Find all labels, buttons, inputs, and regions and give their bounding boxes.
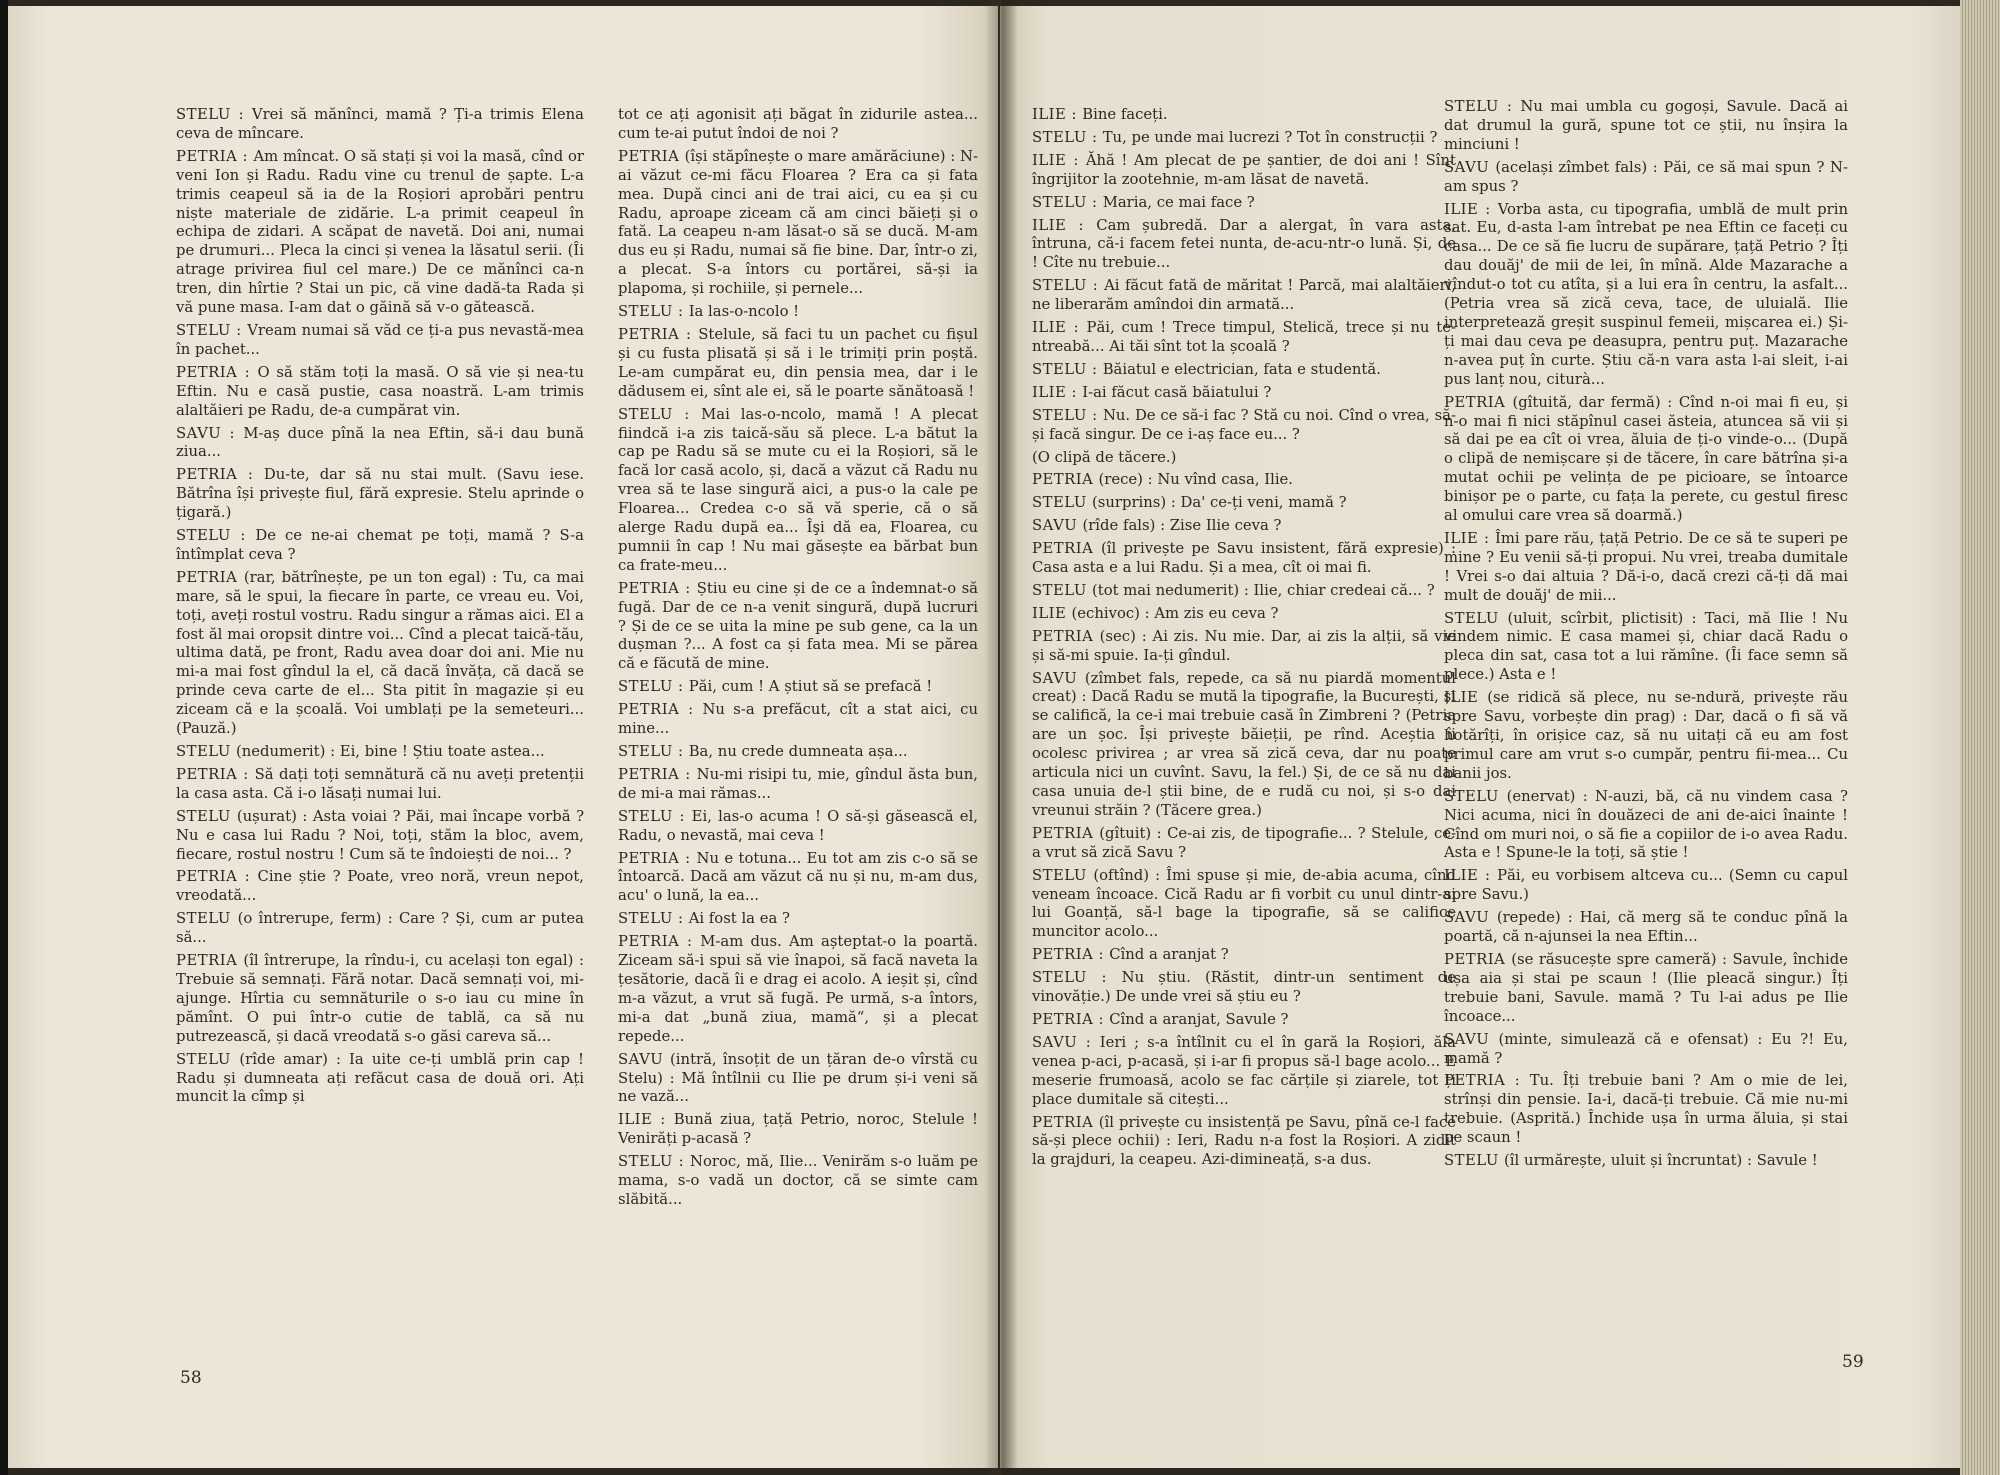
dialogue-line xyxy=(1032,1114,1456,1171)
right-column-1 xyxy=(1032,106,1456,1174)
dialogue-line xyxy=(1032,969,1456,1007)
dialogue-text: (repede) : Hai, că merg să te conduc pînă la poartă, că n-ajunsei la nea Eftin... xyxy=(1444,909,1849,946)
dialogue-text: De ce ne-ai chemat pe toți, mamă ? S-a întîmplat ceva ? xyxy=(176,527,584,563)
dialogue-text: Nu mai umbla cu gogoși, Savule. Dacă ai dat drumul la gură, spune tot ce știi, nu înșira la minciuni ! xyxy=(1444,98,1848,153)
speaker-name: STELU xyxy=(1032,494,1092,512)
left-edge xyxy=(0,0,8,1475)
speaker-name: PETRIA xyxy=(1444,950,1512,968)
dialogue-line xyxy=(1032,129,1456,148)
dialogue-text: Stelule, să faci tu un pachet cu fișul și cu fusta plisată și să i le trimiți prin poștă. Le-am cumpărat eu, din pensia mea, dar i le dădusem ei, sînt ale ei, să le poarte sănătoasă ! xyxy=(618,325,978,400)
dialogue-line xyxy=(1444,788,1848,864)
speaker-name: PETRIA xyxy=(1032,824,1100,842)
speaker-name: PETRIA : xyxy=(618,849,697,867)
dialogue-line xyxy=(1032,152,1456,190)
dialogue-line xyxy=(1032,628,1456,666)
dialogue-line xyxy=(618,580,978,675)
dialogue-line xyxy=(1444,1031,1848,1069)
speaker-name: STELU xyxy=(176,743,236,760)
dialogue-line xyxy=(1032,494,1456,513)
dialogue-line xyxy=(176,425,584,463)
dialogue-line xyxy=(618,910,978,929)
dialogue-line xyxy=(1032,825,1456,863)
left-column-1 xyxy=(176,106,584,1111)
speaker-name: PETRIA : xyxy=(618,579,697,597)
dialogue-line xyxy=(1032,449,1456,468)
speaker-name: STELU xyxy=(176,910,238,928)
speaker-name: PETRIA : xyxy=(176,147,254,165)
dialogue-text: (rîde fals) : Zise Ilie ceva ? xyxy=(1082,517,1282,535)
dialogue-line xyxy=(1032,1034,1456,1110)
dialogue-text: Să dați toți semnătură că nu aveți pretenții la casa asta. Că i-o lăsați numai lui. xyxy=(176,765,584,802)
dialogue-text: Noroc, mă, Ilie... Venirăm s-o luăm pe mama, s-o vadă un doctor, că se simte cam slăbită... xyxy=(618,1153,979,1208)
dialogue-text: (uluit, scîrbit, plictisit) : Taci, mă Ilie ! Nu vindem nimic. E casa mamei și, chiar dacă Radu o pleca din sat, casa tot a lui rămîne. (Îi face semn să plece.) Asta e ! xyxy=(1444,609,1848,684)
speaker-name: ILIE xyxy=(1444,689,1488,707)
speaker-name: PETRIA : xyxy=(618,765,697,783)
speaker-name: PETRIA : xyxy=(176,466,264,484)
dialogue-line xyxy=(1444,909,1848,947)
dialogue-line xyxy=(1032,361,1456,380)
speaker-name: PETRIA xyxy=(1032,1113,1099,1131)
speaker-name: PETRIA : xyxy=(1032,1010,1110,1028)
dialogue-line xyxy=(1444,867,1848,905)
speaker-name: PETRIA : xyxy=(176,765,255,783)
dialogue-text: (O clipă de tăcere.) xyxy=(1032,448,1177,466)
dialogue-line xyxy=(1032,946,1456,965)
dialogue-line xyxy=(618,701,978,739)
speaker-name: STELU : xyxy=(1032,128,1103,146)
speaker-name: ILIE : xyxy=(1032,319,1087,337)
dialogue-text: Ieri ; s-a întîlnit cu el în gară la Roșiori, ăla venea p-aci, p-acasă, și i-ar fi propus să-l bage acolo... E meserie frumoasă, acolo se fac cărțile și ziarele, tot ți place dumitale să citești... xyxy=(1032,1033,1456,1108)
dialogue-text: (se răsucește spre cameră) : Savule, închide ușa aia și stai pe scaun ! (Ilie pleacă singur.) Îți trebuie bani, Savule. mamă ? Tu l-ai adus pe Ilie încoace... xyxy=(1444,950,1848,1025)
speaker-name: PETRIA xyxy=(1032,627,1100,645)
speaker-name: SAVU xyxy=(1444,1030,1499,1048)
speaker-name: PETRIA : xyxy=(618,933,701,951)
speaker-name: STELU : xyxy=(1032,969,1122,987)
dialogue-line xyxy=(176,910,584,948)
speaker-name: STELU xyxy=(1444,609,1508,627)
speaker-name: STELU xyxy=(1444,787,1507,805)
dialogue-text: Ei, las-o acuma ! O să-și găsească el, Radu, o nevastă, mai ceva ! xyxy=(618,807,978,844)
speaker-name: STELU : xyxy=(618,807,692,825)
speaker-name: STELU : xyxy=(618,910,689,928)
dialogue-line xyxy=(1032,384,1456,403)
dialogue-line xyxy=(618,933,978,1046)
dialogue-text: (gîtuită, dar fermă) : Cînd n-oi mai fi eu, și n-o mai fi nici stăpînul casei ăsteia, atuncea să vii și să dai pe ea cît oi vrea, ăluia de ți-o vinde-o... (După o clipă de nemișcare și de tăcere, în care bătrîna și-a mutat ochii pe velința de pe picioare, se întoarce binișor pe o parte, cu fața la perete, cu gestul firesc al omului care vrea să doarmă.) xyxy=(1444,393,1848,525)
dialogue-text: Vream numai să văd ce ți-a pus nevastă-mea în pachet... xyxy=(176,321,584,358)
dialogue-line xyxy=(1444,98,1848,155)
speaker-name: ILIE : xyxy=(1032,216,1097,234)
dialogue-line xyxy=(176,766,584,804)
dialogue-text: Bună ziua, țață Petrio, noroc, Stelule ! Venirăți p-acasă ? xyxy=(618,1111,978,1148)
dialogue-text: M-am dus. Am așteptat-o la poartă. Ziceam să-i spui să vie înapoi, să facă naveta la țesătorie, dacă îi e drag ei acolo. A ieșit și, cînd m-a văzut, a vrut să fugă. Pe urmă, s-a întors, mi-a dat „bună ziua, mamă“, și a plecat repede... xyxy=(618,933,978,1045)
dialogue-line xyxy=(176,808,584,865)
dialogue-text: Îmi pare rău, țață Petrio. De ce să te superi pe mine ? Eu venii să-ți propui. Nu vrei, treaba dumitale ! Vrei s-o dai altuia ? Dă-i-o, dacă crezi că-ți dă mai mult de douăj' de mii... xyxy=(1444,529,1848,604)
dialogue-text: (sec) : Ai zis. Nu mie. Dar, ai zis la alții, să vie și să-mi spuie. Ia-ți gîndul. xyxy=(1032,627,1456,664)
page-stack-edge xyxy=(1960,0,2000,1475)
dialogue-line xyxy=(1444,394,1848,526)
speaker-name: PETRIA xyxy=(1444,393,1513,411)
dialogue-line xyxy=(1032,194,1456,213)
dialogue-text: Nu știu. (Răstit, dintr-un sentiment de vinovăție.) De unde vrei să știu eu ? xyxy=(1032,969,1456,1006)
dialogue-line xyxy=(1444,610,1848,686)
dialogue-text: (tot mai nedumerit) : Ilie, chiar credeai că... ? xyxy=(1092,581,1435,599)
dialogue-line xyxy=(1444,689,1848,784)
dialogue-text: (enervat) : N-auzi, bă, că nu vindem casa ? Nici acuma, nici în douăzeci de ani de-aici înainte ! Cînd om muri noi, o să fie a copiilor de i-o avea Radu. Asta e ! Spune-le la toți, să știe ! xyxy=(1444,787,1848,862)
dialogue-text: (ușurat) : Asta voiai ? Păi, mai încape vorbă ? Nu e casa lui Radu ? Noi, toți, stăm la bloc, avem, fiecare, rostul nostru ! Cum să te îndoiești de noi... ? xyxy=(176,807,584,863)
dialogue-text: (minte, simulează că e ofensat) : Eu ?! Eu, mamă ? xyxy=(1444,1030,1848,1067)
speaker-name: PETRIA xyxy=(1032,471,1099,489)
dialogue-text: Ai făcut fată de măritat ! Parcă, mai alaltăieri, ne liberarăm amîndoi din armată... xyxy=(1032,277,1457,314)
dialogue-line xyxy=(618,326,978,402)
speaker-name: SAVU : xyxy=(176,424,244,442)
page-right xyxy=(1000,6,1960,1468)
speaker-name: PETRIA : xyxy=(618,325,699,343)
dialogue-line xyxy=(1032,106,1456,125)
speaker-name: PETRIA xyxy=(1032,540,1102,558)
speaker-name: STELU : xyxy=(618,678,689,696)
dialogue-text: Du-te, dar să nu stai mult. (Savu iese. Bătrîna își privește fiul, fără expresie. Stelu aprinde o țigară.) xyxy=(176,466,584,522)
dialogue-line xyxy=(176,322,584,360)
dialogue-text: (gîtuit) : Ce-ai zis, de tipografie... ? Stelule, ce-a vrut să zică Savu ? xyxy=(1032,824,1456,861)
speaker-name: STELU : xyxy=(1032,406,1103,424)
dialogue-line xyxy=(1032,582,1456,601)
right-column-2 xyxy=(1444,98,1848,1175)
speaker-name: STELU : xyxy=(618,1153,691,1171)
dialogue-line xyxy=(176,106,584,144)
speaker-name: SAVU xyxy=(1444,909,1497,927)
dialogue-text: Nu s-a prefăcut, cît a stat aici, cu mine... xyxy=(618,701,978,738)
dialogue-text: (intră, însoțit de un țăran de-o vîrstă cu Stelu) : Mă întîlnii cu Ilie pe drum și-i veni să ne vază... xyxy=(618,1050,978,1106)
dialogue-text: Păi, cum ! A știut să se prefacă ! xyxy=(688,678,933,696)
dialogue-line xyxy=(1032,670,1456,821)
dialogue-text: tot ce ați agonisit ați băgat în zidurile astea... cum te-ai putut îndoi de noi ? xyxy=(618,106,978,142)
dialogue-text: (o întrerupe, ferm) : Care ? Și, cum ar putea să... xyxy=(176,910,585,947)
dialogue-text: Nu e totuna... Eu tot am zis c-o să se întoarcă. Dacă am văzut că nu și nu, m-am dus, acu' o lună, la ea... xyxy=(618,849,978,905)
dialogue-text: (se ridică să plece, nu se-ndură, privește rău spre Savu, vorbește din prag) : Dar, dacă o fi să vă hotărîți, în orișice caz, să nu uitați că eu am fost primul care am vrut s-o cumpăr, pentru fii-mea... Cu banii jos. xyxy=(1444,689,1848,782)
dialogue-line xyxy=(1444,530,1848,606)
speaker-name: STELU : xyxy=(1032,277,1105,295)
speaker-name: PETRIA : xyxy=(176,363,258,381)
dialogue-text: Ăhă ! Am plecat de pe șantier, de doi ani ! Sînt îngrijitor la zootehnie, m-am lăsat de navetă. xyxy=(1032,151,1456,188)
dialogue-text: Ai fost la ea ? xyxy=(688,910,790,928)
dialogue-text: Cînd a aranjat, Savule ? xyxy=(1109,1010,1289,1028)
dialogue-line xyxy=(176,743,584,762)
speaker-name: STELU xyxy=(1444,1152,1504,1170)
dialogue-line xyxy=(1032,517,1456,536)
speaker-name: ILIE : xyxy=(1032,106,1083,123)
dialogue-line xyxy=(618,766,978,804)
dialogue-text: (rece) : Nu vînd casa, Ilie. xyxy=(1098,471,1294,489)
speaker-name: ILIE : xyxy=(618,1111,674,1129)
dialogue-text: (îl privește pe Savu insistent, fără expresie) : Casa asta e a lui Radu. Și a mea, cît oi mai fi. xyxy=(1032,540,1456,577)
dialogue-line xyxy=(618,1051,978,1108)
speaker-name: STELU : xyxy=(1032,193,1103,211)
page-number-right: 59 xyxy=(1842,1352,1864,1372)
dialogue-text: (îl privește cu insistență pe Savu, pînă ce-l face să-și plece ochii) : Ieri, Radu n-a fost la Roșiori. A zidit la grajduri, la ceapeu. Azi-dimineață, s-a dus. xyxy=(1032,1113,1456,1169)
dialogue-text: Nu-mi risipi tu, mie, gîndul ăsta bun, de mi-a mai rămas... xyxy=(618,765,978,802)
dialogue-line xyxy=(1444,951,1848,1027)
dialogue-line xyxy=(176,868,584,906)
dialogue-line xyxy=(618,1153,978,1210)
dialogue-line xyxy=(1032,605,1456,624)
dialogue-line xyxy=(1032,319,1456,357)
speaker-name: SAVU xyxy=(1032,669,1085,687)
dialogue-line xyxy=(618,808,978,846)
dialogue-line xyxy=(1444,201,1848,390)
dialogue-text: Știu eu cine și de ce a îndemnat-o să fugă. Dar de ce n-a venit singură, după lucruri ? Și de ce se uita la mine pe sub gene, ca la un dușman ?... A fost ca și fata mea. Mi se părea că e făcută de mine. xyxy=(618,579,978,673)
dialogue-line xyxy=(176,569,584,739)
speaker-name: STELU : xyxy=(618,303,689,321)
dialogue-line xyxy=(176,466,584,523)
dialogue-text: Tu, pe unde mai lucrezi ? Tot în construcții ? xyxy=(1102,128,1438,146)
dialogue-line xyxy=(618,743,978,762)
dialogue-text: Cînd a aranjat ? xyxy=(1109,946,1229,964)
speaker-name: PETRIA : xyxy=(1032,946,1110,964)
dialogue-line xyxy=(618,303,978,322)
dialogue-line xyxy=(1444,159,1848,197)
speaker-name: STELU : xyxy=(1032,360,1103,378)
dialogue-line xyxy=(1032,217,1456,274)
dialogue-text: (oftînd) : Îmi spuse și mie, de-abia acuma, cînd veneam încoace. Cică Radu ar fi vorbit cu unul dintr-ai lui Goanță, să-l bage la tipografie, să se califice muncitor acolo... xyxy=(1032,866,1456,941)
speaker-name: PETRIA xyxy=(176,568,244,586)
dialogue-text: Maria, ce mai face ? xyxy=(1102,193,1255,211)
dialogue-line xyxy=(1032,407,1456,445)
dialogue-text: (rar, bătrînește, pe un ton egal) : Tu, ca mai mare, să le spui, la fiecare în parte, ce vreau eu. Voi, toți, aveți rostul vostru. Radu singur a rămas aici. El a fost ăl mai oropsit dintre voi... Cînd a plecat taică-tău, ultima dată, pe front, Radu avea doar doi ani. Mie nu mi-a mai fost gîndul la el, că dacă învăța, că dacă se prinde ceva carte de el... Sta pitit în magazie și eu ziceam că e la școală. Voi umblați pe la semeteuri... (Pauză.) xyxy=(176,568,584,738)
speaker-name: SAVU xyxy=(1444,158,1496,176)
dialogue-text: Cine știe ? Poate, vreo noră, vreun nepot, vreodată... xyxy=(176,868,584,905)
dialogue-line xyxy=(176,1051,584,1108)
dialogue-line xyxy=(618,148,978,299)
speaker-name: ILIE : xyxy=(1444,867,1498,885)
dialogue-text: Vrei să mănînci, mamă ? Ți-a trimis Elena ceva de mîncare. xyxy=(176,106,584,142)
speaker-name: PETRIA xyxy=(618,147,685,165)
speaker-name: PETRIA : xyxy=(1444,1072,1530,1090)
dialogue-text: Cam șubredă. Dar a alergat, în vara asta, întruna, că-i facem fetei nunta, de-acu-ntr-o lună. Și, de ! Cîte nu trebuie... xyxy=(1032,216,1457,272)
page-left xyxy=(8,6,998,1468)
dialogue-line xyxy=(618,406,978,576)
dialogue-line xyxy=(176,952,584,1047)
dialogue-text: (îl întrerupe, la rîndu-i, cu același ton egal) : Trebuie să semnați. Fără notar. Dacă semnați voi, mi-ajunge. Hîrtia cu semnăturile o s-o iau cu mine în pămînt. O pui într-o cutie de tablă, ca să nu putrezească, și dacă vreodată s-o găsi careva să... xyxy=(176,952,584,1045)
speaker-name: STELU xyxy=(176,1050,240,1068)
speaker-name: STELU : xyxy=(176,527,256,545)
dialogue-text: Păi, cum ! Trece timpul, Stelică, trece și nu te-ntreabă... Ai tăi sînt tot la școală ? xyxy=(1032,319,1456,355)
speaker-name: STELU : xyxy=(618,405,702,423)
speaker-name: SAVU xyxy=(1032,517,1083,535)
speaker-name: ILIE : xyxy=(1032,151,1086,169)
dialogue-text: I-ai făcut casă băiatului ? xyxy=(1082,383,1272,401)
dialogue-text: Ba, nu crede dumneata așa... xyxy=(688,743,908,760)
speaker-name: PETRIA : xyxy=(176,868,258,886)
dialogue-text: Am mîncat. O să stați și voi la masă, cînd or veni Ion și Radu. Radu vine cu trenul de șapte. L-a trimis ceapeul să ia de la Roșiori aprobări pentru niște materiale de zidărie. L-a primit ceapeul în echipa de zidari. A scăpat de navetă. Doi ani, numai pe drumuri... Pleca la cinci și venea la lăsatul serii. (Îi atrage privirea fiul cel mare.) De ce mănînci ca-n tren, din hîrtie ? Stai un pic, că vine dadă-ta Rada și vă pune masa. I-am dat o găină să v-o gătească. xyxy=(176,147,584,317)
speaker-name: PETRIA : xyxy=(618,701,703,719)
dialogue-line xyxy=(1444,1152,1848,1171)
dialogue-text: O să stăm toți la masă. O să vie și nea-tu Eftin. Nu e casă pustie, casa noastră. L-am trimis alaltăieri pe Radu, de-a cumpărat vin. xyxy=(176,363,584,419)
page-number-left: 58 xyxy=(180,1368,202,1388)
dialogue-text: Tu. Îți trebuie bani ? Am o mie de lei, strînși din pensie. Ia-i, dacă-ți trebuie. Că mie nu-mi trebuie. (Asprită.) Închide ușa în urma ăluia, și stai pe scaun ! xyxy=(1444,1072,1848,1147)
left-column-2 xyxy=(618,106,978,1214)
speaker-name: STELU xyxy=(1032,581,1092,599)
dialogue-line xyxy=(1032,277,1456,315)
speaker-name: STELU xyxy=(176,807,237,825)
dialogue-text: Bine faceți. xyxy=(1082,106,1168,123)
speaker-name: STELU : xyxy=(176,321,248,339)
dialogue-line xyxy=(618,850,978,907)
dialogue-text: Păi, eu vorbisem altceva cu... (Semn cu capul spre Savu.) xyxy=(1444,867,1848,904)
speaker-name: ILIE : xyxy=(1032,383,1083,401)
dialogue-text: (surprins) : Da' ce-ți veni, mamă ? xyxy=(1092,494,1347,512)
dialogue-line xyxy=(618,1111,978,1149)
dialogue-line xyxy=(1032,1011,1456,1030)
dialogue-text: Ia las-o-ncolo ! xyxy=(688,303,800,321)
speaker-name: SAVU xyxy=(618,1050,671,1068)
book-gutter xyxy=(984,0,1018,1475)
dialogue-text: Vorba asta, cu tipografia, umblă de mult prin sat. Eu, d-asta l-am întrebat pe nea Eftin ce faceți cu casa... De ce să fie lucru de supărare, țață Petrio ? Îți dau douăj' de mii de lei, în mînă. Alde Mazarache a vîndut-o tot cu atîta, și a lui era în centru, la asfalt... (Petria vrea să zică ceva, tace, de uluială. Ilie interpretează greșit suspinul femeii, mișcarea ei.) Și-ți mai dau ceva pe deasupra, pentru puț. Mazarache n-avea puț în curte. Știu că-n vara asta l-ai sleit, i-ai pus lanț nou, citurà... xyxy=(1444,200,1848,388)
dialogue-line xyxy=(618,678,978,697)
speaker-name: SAVU : xyxy=(1032,1033,1100,1051)
dialogue-text: (echivoc) : Am zis eu ceva ? xyxy=(1071,604,1279,622)
dialogue-text: (zîmbet fals, repede, ca să nu piardă momentul creat) : Dacă Radu se mută la tipografie, la București, și se califică, la ce-i mai trebuie casă în Zimbreni ? (Petria are un șoc. Își privește băieții, pe rînd. Aceștia îi ocolesc privirea ; ar vrea să zică ceva, dar nu poate articula nici un cuvînt. Savu, la fel.) Și, de ce să nu dai casa unuia de-l știi bine, de e rudă cu noi, și s-o dai vreunui străin ? (Tăcere grea.) xyxy=(1032,669,1456,819)
dialogue-text: (rîde amar) : Ia uite ce-ți umblă prin cap ! Radu și dumneata ați refăcut casa de două ori. Ați muncit la cîmp și xyxy=(176,1050,584,1106)
dialogue-text: Băiatul e electrician, fata e studentă. xyxy=(1102,360,1381,378)
dialogue-text: M-aș duce pînă la nea Eftin, să-i dau bună ziua... xyxy=(176,424,584,461)
dialogue-line xyxy=(176,527,584,565)
dialogue-line xyxy=(1444,1072,1848,1148)
dialogue-line xyxy=(176,148,584,318)
speaker-name: STELU xyxy=(1032,866,1094,884)
dialogue-line xyxy=(618,106,978,144)
speaker-name: ILIE : xyxy=(1444,200,1498,218)
speaker-name: ILIE xyxy=(1032,604,1072,622)
dialogue-text: (îl urmărește, uluit și încruntat) : Savule ! xyxy=(1504,1152,1818,1170)
speaker-name: STELU : xyxy=(176,106,252,123)
dialogue-text: Mai las-o-ncolo, mamă ! A plecat fiindcă i-a zis taică-său să plece. L-a bătut la cap pe Radu să se mute cu ei la Roșiori, să le facă lor casă acolo, și, dacă a văzut că Radu nu vrea să te lase singură aici, a pus-o la cale pe Floarea... Credea c-o să vă sperie, că o să alerge Radu după ea... Îşi dă ea, Floarea, cu pumnii în cap ! Nu mai găsește ea bărbat bun ca frate-meu... xyxy=(618,405,979,574)
dialogue-text: Nu. De ce să-i fac ? Stă cu noi. Cînd o vrea, să-și facă singur. De ce i-aș face eu... ? xyxy=(1032,406,1456,443)
dialogue-text: (același zîmbet fals) : Păi, ce să mai spun ? N-am spus ? xyxy=(1444,158,1848,195)
dialogue-line xyxy=(176,364,584,421)
dialogue-line xyxy=(1032,540,1456,578)
speaker-name: STELU : xyxy=(1444,98,1521,115)
dialogue-line xyxy=(1032,867,1456,943)
speaker-name: STELU : xyxy=(618,743,689,760)
speaker-name: ILIE : xyxy=(1444,529,1496,547)
speaker-name: PETRIA xyxy=(176,952,244,970)
dialogue-text: (nedumerit) : Ei, bine ! Știu toate astea... xyxy=(236,743,545,760)
dialogue-line xyxy=(1032,471,1456,490)
dialogue-text: (își stăpînește o mare amărăciune) : N-ai văzut ce-mi făcu Floarea ? Era ca și fata mea. După cinci ani de trai aici, cu ea și cu Radu, aproape ziceam că am cinci băieți și o fată. La ceapeu n-am lăsat-o să se ducă. M-am dus eu și Radu, numai să fie bine. Dar, într-o zi, a plecat. S-a întors cu portărei, să-și ia plapoma, și rochiile, și pernele... xyxy=(618,147,978,298)
